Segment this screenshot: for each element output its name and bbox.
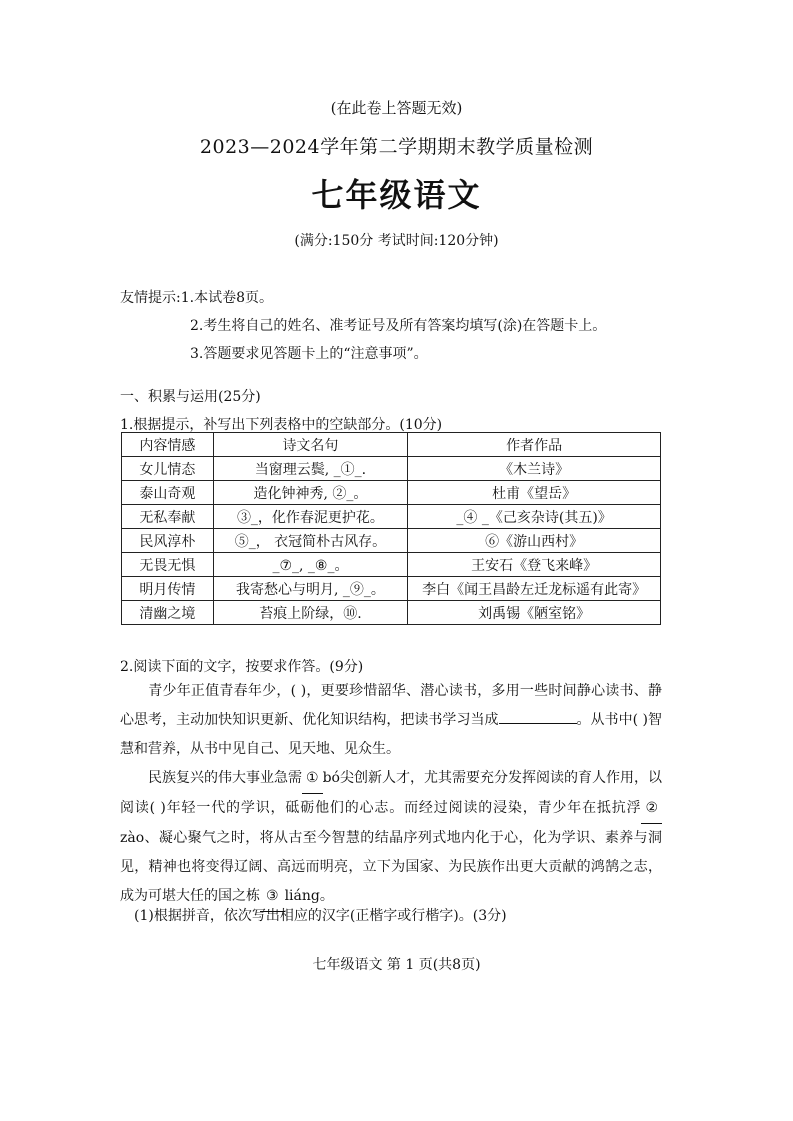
score-time-info: (满分:150分 考试时间:120分钟) — [294, 233, 499, 249]
table-cell: 《木兰诗》 — [408, 457, 661, 481]
tips-line-3: 3.答题要求见答题卡上的“注意事项”。 — [190, 346, 428, 362]
table-cell: 刘禹锡《陋室铭》 — [408, 601, 661, 625]
table-cell: 民风淳朴 — [122, 529, 214, 553]
paragraph-text: bó尖创新人才，尤其需要充分发挥阅读的育人作用，以阅读( )年轻一代的学识，砥砺他们的心志。而经过阅读的浸染，青少年在抵抗浮 — [120, 770, 662, 816]
reading-paragraph-2 — [120, 764, 662, 912]
table-row — [122, 505, 661, 529]
table-cell: 我寄愁心与明月, _⑨_。 — [213, 577, 408, 601]
table-cell: 当窗理云鬓, _①_. — [213, 457, 408, 481]
table-header-cell: 作者作品 — [408, 433, 661, 457]
blank-marker-3: ③ — [260, 882, 285, 912]
table-cell: 无私奉献 — [122, 505, 214, 529]
table-cell: 泰山奇观 — [122, 481, 214, 505]
table-cell: ⑥《游山西村》 — [408, 529, 661, 553]
table-cell: ⑤_， 衣冠简朴古风存。 — [213, 529, 408, 553]
table-cell: 女儿情态 — [122, 457, 214, 481]
table-row — [122, 481, 661, 505]
paragraph-text: liáng。 — [284, 888, 334, 904]
page-footer: 七年级语文 第 1 页(共8页) — [312, 957, 481, 973]
table-cell: 李白《闻王昌龄左迁龙标遥有此寄》 — [408, 577, 661, 601]
table-cell: _④ _《己亥杂诗(其五)》 — [408, 505, 661, 529]
table-header-row — [122, 433, 661, 457]
table-cell: 无畏无惧 — [122, 553, 214, 577]
table-row — [122, 529, 661, 553]
blank-marker-2: ② — [641, 794, 662, 824]
table-cell: 清幽之境 — [122, 601, 214, 625]
table-cell: _⑦_, _⑧_。 — [213, 553, 408, 577]
paragraph-text: zào、凝心聚气之时，将从古至今智慧的结晶序列式地内化于心，化为学识、素养与洞见，精神也将变得辽阔、高远而明亮，立下为国家、为民族作出更大贡献的鸿鹄之志，成为可堪大任的国之栋 — [120, 830, 662, 904]
section-heading: 一、积累与运用(25分) — [120, 389, 261, 405]
subject-title: 七年级语文 — [311, 176, 482, 214]
paragraph-text: 青少年正值青春年少，( )，更要珍惜韶华、潜心读书，多用一些时间静心读书、静心思考，主动加快知识更新、优化知识结构，把读书学习当成 — [120, 683, 662, 728]
paragraph-text: 民族复兴的伟大事业急需 — [148, 770, 303, 786]
question-1-intro: 1.根据提示，补写出下列表格中的空缺部分。(10分) — [120, 417, 443, 433]
table-cell: 造化钟神秀, ②_。 — [213, 481, 408, 505]
table-cell: 杜甫《望岳》 — [408, 481, 661, 505]
table-row — [122, 553, 661, 577]
sub-question-1: (1)根据拼音，依次写出相应的汉字(正楷字或行楷字)。(3分) — [134, 908, 507, 924]
exam-title: 2023—2024学年第二学期期末教学质量检测 — [199, 136, 594, 158]
table-cell: 明月传情 — [122, 577, 214, 601]
table-cell: 王安石《登飞来峰》 — [408, 553, 661, 577]
poem-table — [121, 432, 661, 625]
tips-line-2: 2.考生将自己的姓名、准考证号及所有答案均填写(涂)在答题卡上。 — [190, 318, 607, 334]
exam-notice: (在此卷上答题无效) — [330, 99, 463, 117]
table-header-cell: 诗文名句 — [213, 433, 408, 457]
table-cell: ③_，化作春泥更护花。 — [213, 505, 408, 529]
table-cell: 苔痕上阶绿，⑩. — [213, 601, 408, 625]
table-row — [122, 601, 661, 625]
paragraph-text: 。从书中( )智慧和营养，从书中见自己、见天地、见众生。 — [120, 712, 663, 757]
blank-marker-1: ① — [302, 764, 323, 794]
table-header-cell: 内容情感 — [122, 433, 214, 457]
table-row — [122, 577, 661, 601]
tips-line-1: 友情提示:1.本试卷8页。 — [120, 290, 273, 306]
answer-blank — [499, 723, 577, 724]
table-row — [122, 457, 661, 481]
reading-paragraph-1 — [120, 677, 662, 764]
question-2-intro: 2.阅读下面的文字，按要求作答。(9分) — [120, 659, 364, 675]
